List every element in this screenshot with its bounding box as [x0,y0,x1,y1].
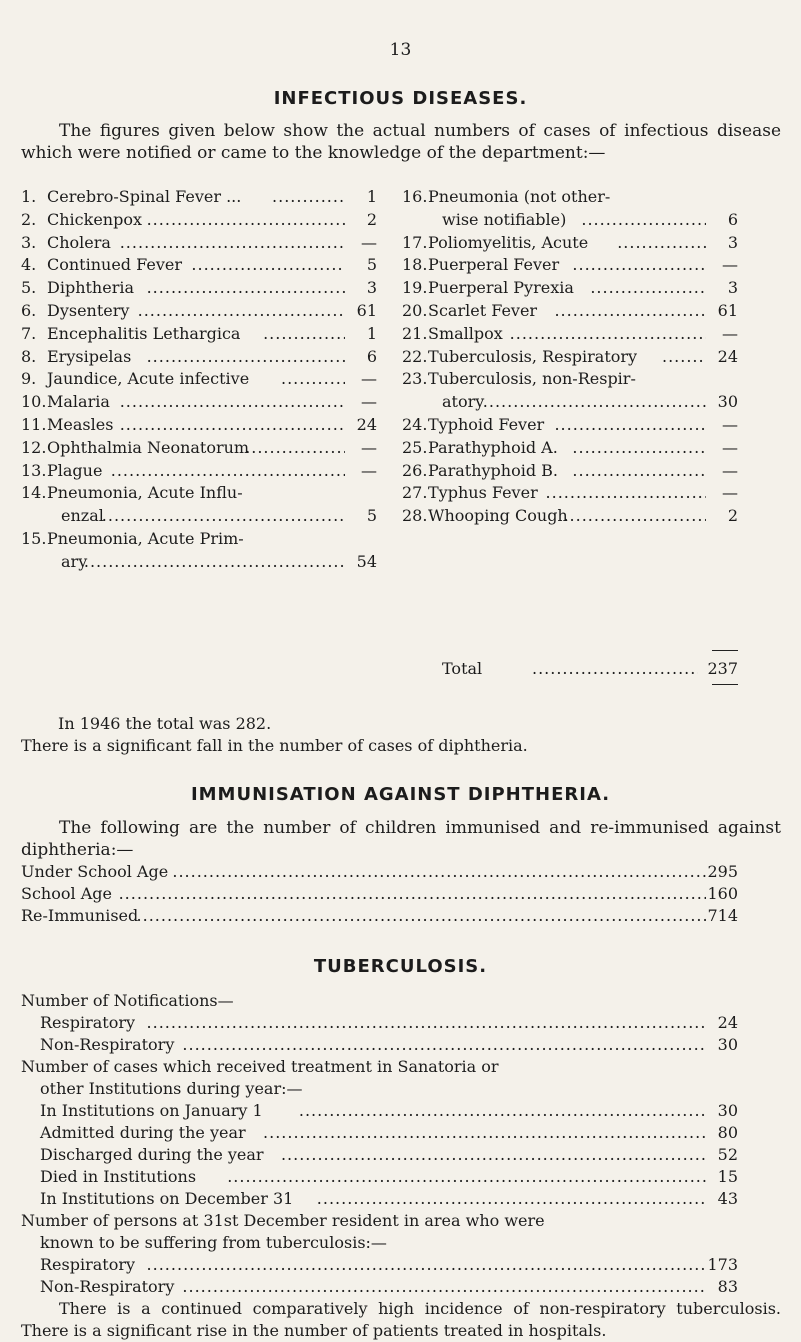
item-value: 2 [366,209,377,229]
item-value: 1 [366,187,377,206]
item-number: 19. [402,278,428,298]
table-row [21,505,377,527]
row-label [21,254,182,276]
item-value: 54 [356,551,377,571]
dot-leader [191,254,345,276]
item-label: Typhus Fever [428,483,538,503]
total-1946-note: In 1946 the total was 282. [58,714,272,733]
row-label [21,861,168,883]
item-value: 30 [717,392,738,412]
item-value: 15 [717,1167,738,1186]
item-label: Scarlet Fever [428,301,538,320]
table-row [21,437,377,459]
row-label [21,460,102,482]
item-number: 14. [21,483,47,503]
dot-leader [554,414,706,436]
table-row [21,323,377,345]
table-row [21,528,377,550]
dot-leader [263,323,345,345]
dot-leader [102,505,345,527]
item-label: Pneumonia (not other- [428,187,611,206]
tuberculosis-closing: There is a continued comparatively high incidence of non-respiratory tuberculosis. There is a significant rise in the number of patients treated in hospitals. [21,1299,781,1340]
item-label: Plague [47,460,103,480]
item-number: 10. [21,392,47,412]
row-label [402,300,537,322]
dot-leader [572,437,706,459]
item-value: 6 [366,346,377,366]
item-label: Died in Institutions [40,1167,197,1186]
item-label: Respiratory [40,1255,136,1274]
item-label: Tuberculosis, Respiratory [428,346,638,366]
item-label: atory [442,392,485,412]
total-row [402,658,738,680]
item-label: Non-Respiratory [40,1277,175,1296]
item-label: Puerperal Pyrexia [428,278,574,298]
dot-leader [111,460,345,482]
row-label [21,883,112,905]
dot-leader [617,232,706,254]
immunisation-intro: The following are the number of children immunised and re-immunised against diphtheria:— [21,818,781,860]
item-label: Poliomyelitis, Acute [428,232,589,252]
item-label: Erysipelas [47,346,132,366]
dot-leader [546,482,706,504]
dot-leader [563,505,706,527]
table-row [402,277,738,299]
row-label [402,437,558,459]
table-row [402,300,738,322]
item-number: 28. [402,506,428,526]
dot-leader [147,1012,706,1034]
item-label: Ophthalmia Neonatorum [47,437,250,457]
row-label [402,254,559,276]
table-row [21,232,377,254]
item-number: 6. [21,301,37,320]
dot-leader [84,551,345,573]
item-label: Puerperal Fever [428,255,560,275]
item-value: 43 [717,1189,738,1208]
table-row [40,1188,738,1210]
row-label [402,505,568,527]
table-row [21,391,377,413]
row-label [402,232,588,254]
row-label [40,1012,135,1034]
row-label [402,186,610,208]
table-row [40,1144,738,1166]
item-value: 160 [707,884,738,903]
dot-leader [281,368,345,390]
item-value: — [361,232,377,252]
item-value: 3 [366,278,377,298]
item-value: 80 [717,1123,738,1142]
item-value: — [361,369,377,389]
dot-leader [281,1144,706,1166]
item-value: 1 [366,323,377,343]
dot-leader [182,1276,706,1298]
item-number: 9. [21,369,37,389]
row-label [21,277,134,299]
dot-leader [147,346,345,368]
row-label [21,232,111,254]
notifications-title: Number of Notifications— [21,991,234,1010]
dot-leader [120,391,345,413]
item-label: Tuberculosis, non-Respir- [428,369,636,389]
row-label [21,551,87,573]
item-label: Diphtheria [47,278,134,298]
dot-leader [317,1188,706,1210]
item-value: 24 [717,1013,738,1032]
row-label [21,368,249,390]
infectious-intro: The figures given below show the actual numbers of cases of infectious disease which were notified or came to the knowledge of the department:— [21,121,781,163]
dot-leader [182,1034,706,1056]
item-value: 2 [727,506,738,526]
item-value: 61 [356,301,377,320]
item-label: Cerebro-Spinal Fever ... [47,187,242,206]
tuberculosis-heading: TUBERCULOSIS. [313,956,488,977]
item-label: Malaria [47,392,110,412]
table-row [21,883,738,905]
dot-leader [227,1166,706,1188]
item-label: School Age [21,884,112,903]
table-row [21,186,377,208]
table-row [40,1034,738,1056]
table-row [402,505,738,527]
dot-leader [147,277,345,299]
item-number: 5. [21,278,37,298]
row-label [40,1144,264,1166]
table-row [40,1012,738,1034]
item-number: 22. [402,346,428,366]
resident-title-line1: Number of persons at 31st December resident in area who were [21,1211,545,1230]
dot-leader [554,300,706,322]
table-row [40,1166,738,1188]
item-value: — [361,437,377,457]
item-label: Respiratory [40,1013,136,1032]
row-label [21,482,243,504]
row-label [21,437,249,459]
item-label: Pneumonia, Acute Influ- [47,483,243,503]
row-label [21,414,113,436]
item-value: — [722,415,738,434]
table-row [402,391,738,413]
table-row [21,482,377,504]
item-number: 18. [402,255,428,275]
dot-leader [662,346,706,368]
item-number: 24. [402,415,428,434]
item-number: 25. [402,437,428,457]
table-row [40,1122,738,1144]
row-label [40,1034,174,1056]
item-value: 83 [717,1277,738,1296]
item-number: 3. [21,232,37,252]
total-rule-bottom [712,684,738,685]
row-label [40,1166,196,1188]
table-row [21,861,738,883]
item-label: Pneumonia, Acute Prim- [47,529,244,548]
item-value: — [722,437,738,457]
row-label [40,1276,174,1298]
item-number: 7. [21,323,37,343]
table-row [402,186,738,208]
row-label [40,1254,135,1276]
dot-leader [245,437,345,459]
item-value: — [722,483,738,503]
item-label: Smallpox [428,323,503,343]
item-value: 295 [707,862,738,881]
total-rule-top [712,650,738,651]
item-value: — [722,323,738,343]
row-label [402,323,503,345]
dot-leader [272,186,345,208]
item-value: 52 [717,1145,738,1164]
row-label [21,391,110,413]
dot-leader [590,277,706,299]
total-label: Total [442,659,483,678]
total-leader [532,658,698,680]
table-row [21,368,377,390]
table-row [402,482,738,504]
table-row [402,232,738,254]
dot-leader [572,254,706,276]
row-label [21,505,104,527]
row-label [40,1188,293,1210]
item-number: 27. [402,483,428,503]
table-row [402,254,738,276]
table-row [21,277,377,299]
item-number: 20. [402,301,428,320]
item-value: 5 [366,255,377,275]
dot-leader [147,1254,706,1276]
item-label: Dysentery [47,301,130,320]
item-label: ary [61,551,88,571]
treatment-title-line1: Number of cases which received treatment in Sanatoria or [21,1057,499,1076]
table-row [402,346,738,368]
row-label [21,186,241,208]
item-label: Under School Age [21,862,169,881]
table-row [40,1254,738,1276]
dot-leader [581,209,706,231]
item-number: 26. [402,460,428,480]
item-value: 6 [727,209,738,229]
item-label: In Institutions on January 1 [40,1101,263,1120]
row-label [402,414,544,436]
dot-leader [172,861,706,883]
item-value: 5 [366,506,377,526]
table-row [40,1100,738,1122]
item-number: 15. [21,529,47,548]
item-label: Re-Immunised [21,906,139,925]
row-label [21,346,131,368]
table-row [402,368,738,390]
table-row [21,551,377,573]
item-label: wise notifiable) [442,209,567,229]
item-label: Measles [47,415,114,434]
row-label [40,1100,263,1122]
item-value: — [361,392,377,412]
item-label: Discharged during the year [40,1145,264,1164]
dot-leader [119,883,706,905]
item-label: Admitted during the year [40,1123,246,1142]
item-value: 30 [717,1101,738,1120]
dot-leader [137,905,706,927]
item-number: 16. [402,187,428,206]
row-label [40,1122,246,1144]
item-number: 23. [402,369,428,389]
item-number: 4. [21,255,37,275]
item-value: — [722,255,738,275]
table-row [21,414,377,436]
table-row [402,209,738,231]
item-value: 30 [717,1035,738,1054]
dot-leader [147,209,345,231]
item-number: 1. [21,187,37,206]
item-value: 24 [356,415,377,434]
item-label: Cholera [47,232,111,252]
dot-leader [483,391,706,413]
item-value: 3 [727,232,738,252]
row-label [402,482,538,504]
row-label [21,300,129,322]
item-label: In Institutions on December 31 [40,1189,294,1208]
item-value: 61 [717,301,738,320]
row-label [21,905,138,927]
item-label: Non-Respiratory [40,1035,175,1054]
table-row [21,346,377,368]
item-value: 173 [707,1255,738,1274]
item-number: 12. [21,437,47,457]
dot-leader [263,1122,706,1144]
row-label [402,391,484,413]
row-label [402,209,566,231]
item-number: 17. [402,232,428,252]
item-number: 8. [21,346,37,366]
item-label: Continued Fever [47,255,182,275]
row-label [402,277,574,299]
dot-leader [138,300,345,322]
item-value: 3 [727,278,738,298]
table-row [21,209,377,231]
item-label: enzal [61,506,104,526]
table-row [402,414,738,436]
table-row [402,460,738,482]
item-value: — [361,460,377,480]
dot-leader [120,232,345,254]
item-value: 714 [707,906,738,925]
item-label: Parathyphoid B. [428,460,559,480]
table-row [21,254,377,276]
item-number: 11. [21,415,47,434]
dot-leader [120,414,345,436]
infectious-diseases-heading: INFECTIOUS DISEASES. [273,88,528,109]
row-label [402,368,636,390]
immunisation-heading: IMMUNISATION AGAINST DIPHTHERIA. [190,784,611,805]
item-label: Jaundice, Acute infective [47,369,250,389]
row-label [21,323,240,345]
page-number: 13 [389,40,412,60]
item-label: Parathyphoid A. [428,437,558,457]
table-row [21,460,377,482]
table-row [21,300,377,322]
dot-leader [299,1100,706,1122]
dot-leader [510,323,706,345]
resident-title-line2: known to be suffering from tuberculosis:— [40,1233,387,1252]
item-label: Typhoid Fever [428,415,545,434]
table-row [402,323,738,345]
item-number: 21. [402,323,428,343]
table-row [402,437,738,459]
dot-leader [572,460,706,482]
item-label: Whooping Cough [428,506,568,526]
item-number: 13. [21,460,47,480]
item-label: Encephalitis Lethargica [47,323,241,343]
row-label [402,460,558,482]
table-row [40,1276,738,1298]
item-value: — [722,460,738,480]
total-value: 237 [707,659,738,678]
row-label [21,209,142,231]
treatment-title-line2: other Institutions during year:— [40,1079,303,1098]
diphtheria-fall-note: There is a significant fall in the number of cases of diphtheria. [21,736,528,755]
item-value: 24 [717,346,738,366]
item-number: 2. [21,209,37,229]
item-label: Chickenpox [47,209,142,229]
row-label [402,346,637,368]
table-row [21,905,738,927]
row-label [21,528,244,550]
